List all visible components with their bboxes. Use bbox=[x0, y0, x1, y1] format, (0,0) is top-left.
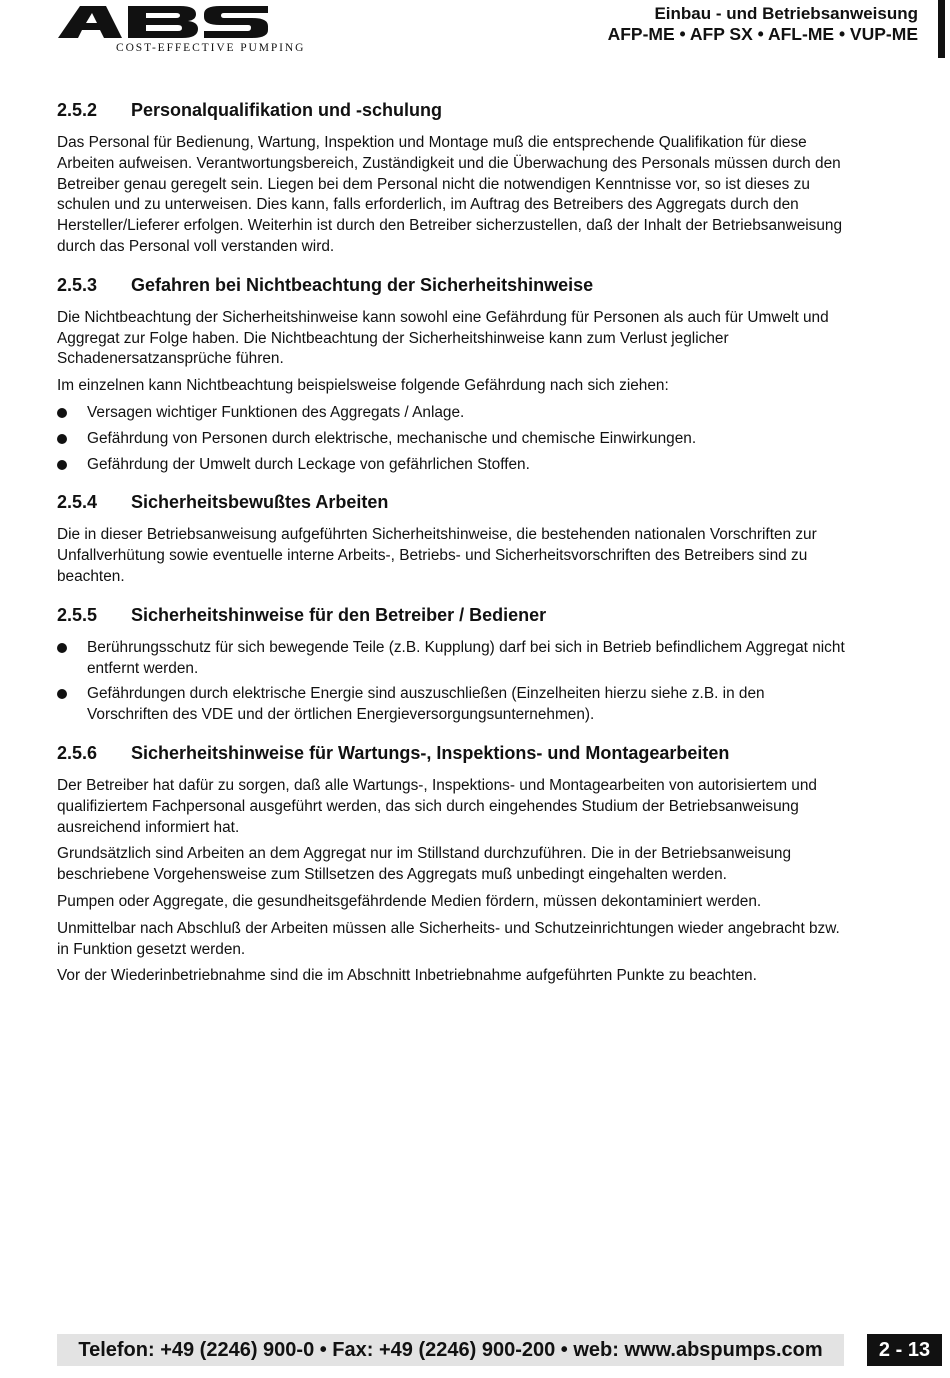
bullet-list bbox=[57, 638, 847, 726]
paragraph: Grundsätzlich sind Arbeiten an dem Aggregat nur im Stillstand durchzuführen. Die in der Betriebsanweisung beschriebene Vorgehensweise zum Stillsetzen des Aggregats muß unbedingt eingehalten werden. bbox=[57, 845, 792, 884]
paragraph: Die in dieser Betriebsanweisung aufgeführten Sicherheitshinweise, die bestehenden nationalen Vorschriften zur Unfallverhütung sowie eventuelle interne Arbeits-, Betriebs- und Sicherheitsvorschriften des Betreibers sind zu beachten. bbox=[57, 526, 817, 585]
section-number: 2.5.5 bbox=[57, 604, 98, 625]
section-heading-2-5-3 bbox=[57, 273, 847, 297]
section-heading-2-5-2 bbox=[57, 98, 847, 122]
list-item: Berührungsschutz für sich bewegende Teile (z.B. Kupplung) darf bei sich in Betrieb befindlichem Aggregat nicht entfernt werden. bbox=[57, 638, 847, 680]
paragraph: Der Betreiber hat dafür zu sorgen, daß alle Wartungs-, Inspektions- und Montagearbeiten von autorisiertem und qualifiziertem Fachpersonal ausgeführt werden, das sich durch eingehendes Studium der Betriebsanweisung ausreichend informiert hat. bbox=[57, 776, 817, 836]
list-item: Gefährdung von Personen durch elektrische, mechanische und chemische Einwirkungen. bbox=[57, 429, 847, 450]
header-bar bbox=[938, 0, 945, 58]
list-item: Gefährdungen durch elektrische Energie sind auszuschließen (Einzelheiten hierzu siehe z.B. in den Vorschriften des VDE und der örtlichen Energieversorgungsunternehmen). bbox=[57, 684, 847, 726]
paragraph: Im einzelnen kann Nichtbeachtung beispielsweise folgende Gefährdung nach sich ziehen: bbox=[57, 377, 669, 395]
section-number: 2.5.2 bbox=[57, 100, 98, 120]
section-number: 2.5.6 bbox=[57, 742, 98, 763]
section-number: 2.5.3 bbox=[57, 274, 98, 295]
product-line: AFP-ME • AFP SX • AFL-ME • VUP-ME bbox=[607, 24, 918, 44]
section-number: 2.5.4 bbox=[57, 492, 98, 513]
paragraph: Vor der Wiederinbetriebnahme sind die im Abschnitt Inbetriebnahme aufgeführten Punkte zu beachten. bbox=[57, 967, 757, 985]
page-content bbox=[57, 98, 847, 987]
list-item: Gefährdung der Umwelt durch Leckage von gefährlichen Stoffen. bbox=[57, 455, 847, 476]
list-item: Versagen wichtiger Funktionen des Aggregats / Anlage. bbox=[57, 403, 847, 424]
paragraph: Unmittelbar nach Abschluß der Arbeiten müssen alle Sicherheits- und Schutzeinrichtungen wieder angebracht bzw. in Funktion gesetzt werden. bbox=[57, 919, 840, 958]
abs-logo bbox=[58, 4, 306, 54]
section-title: Gefahren bei Nichtbeachtung der Sicherheitshinweise bbox=[131, 274, 594, 295]
document-header bbox=[608, 3, 918, 45]
abs-logo-mark bbox=[58, 4, 268, 38]
section-title: Sicherheitsbewußtes Arbeiten bbox=[131, 492, 389, 513]
paragraph: Pumpen oder Aggregate, die gesundheitsgefährdende Medien fördern, müssen dekontaminiert werden. bbox=[57, 892, 762, 910]
paragraph: Die Nichtbeachtung der Sicherheitshinweise kann sowohl eine Gefährdung für Personen als auch für Umwelt und Aggregat zur Folge haben. Die Nichtbeachtung der Sicherheitshinweise kann zum Verlust jeglicher Schadenersatzansprüche führen. bbox=[57, 308, 829, 368]
page-number: 2 - 13 bbox=[867, 1334, 942, 1366]
section-heading-2-5-4 bbox=[57, 490, 847, 514]
section-heading-2-5-6 bbox=[57, 741, 847, 765]
section-title: Sicherheitshinweise für Wartungs-, Inspektions- und Montagearbeiten bbox=[131, 742, 730, 763]
bullet-list bbox=[57, 403, 847, 475]
section-heading-2-5-5 bbox=[57, 603, 847, 627]
section-title: Sicherheitshinweise für den Betreiber / Bediener bbox=[131, 604, 547, 625]
tagline: COST-EFFECTIVE PUMPING bbox=[116, 42, 306, 54]
document-title: Einbau - und Betriebsanweisung bbox=[654, 4, 918, 23]
paragraph: Das Personal für Bedienung, Wartung, Inspektion und Montage muß die entsprechende Qualifikation für diese Arbeiten aufweisen. Verantwortungsbereich, Zuständigkeit und die Überwachung des Personals müssen durch den Betreiber genau geregelt sein. Liegen bei dem Personal nicht die notwendigen Kenntnisse vor, so ist dieses zu schulen und zu unterweisen. Dies kann, falls erforderlich, im Auftrag des Betreibers des Aggregats durch den Hersteller/Lieferer erfolgen. Weiterhin ist durch den Betreiber sicherzustellen, daß der Inhalt der Betriebsanweisung durch das Personal voll verstanden wird. bbox=[57, 134, 843, 255]
section-title: Personalqualifikation und -schulung bbox=[131, 100, 443, 120]
footer-contact: Telefon: +49 (2246) 900-0 • Fax: +49 (2246) 900-200 • web: www.abspumps.com bbox=[57, 1334, 844, 1366]
